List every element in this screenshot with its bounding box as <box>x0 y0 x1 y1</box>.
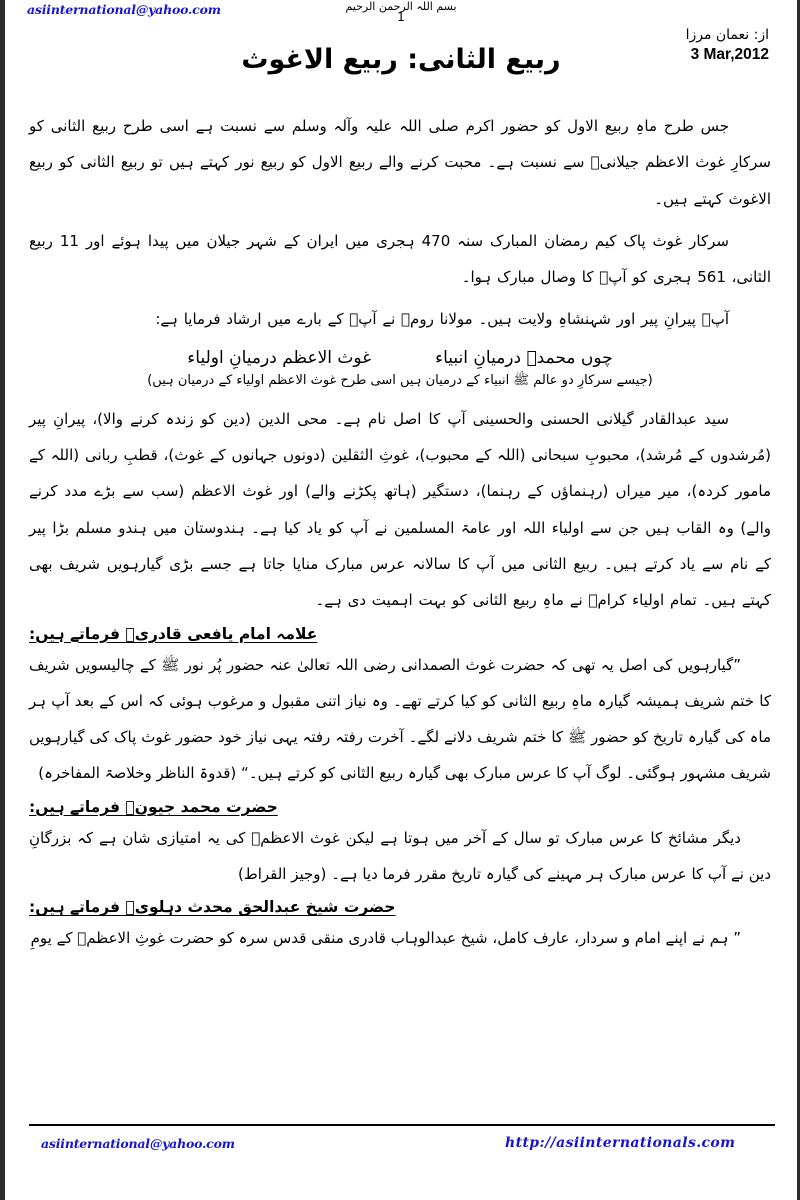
bismillah-block <box>5 1 797 24</box>
section-quote-jeevan <box>29 820 771 893</box>
section-heading-jeevan <box>29 798 771 816</box>
paragraph-intro: جس طرح ماہِ ربیع الاول کو حضور اکرم صلی اللہ علیہ وآلہ وسلم سے نسبت ہے اسی طرح ربیع الثانی کو سرکارِ غوث الاعظم جیلانیؒ سے نسبت ہے۔ محبت کرنے والے ربیع الاول کو ربیع نور کہتے ہیں تو ربیع الثانی کو ربیع الاغوث کہتے ہیں۔ <box>29 117 771 208</box>
section-heading-yafai-label: علامہ امام یافعی قادریؒ فرماتے ہیں: <box>29 624 318 643</box>
page-footer <box>5 1124 797 1164</box>
section-heading-dehlvi-label: حضرت شیخ عبدالحق محدث دہلویؒ فرماتے ہیں: <box>29 898 396 917</box>
footer-website-url[interactable]: http://asiinternationals.com <box>505 1135 736 1151</box>
section-quote-dehlvi-text: ” ہم نے اپنے امام و سردار، عارف کامل، شیخ عبدالوہاب قادری منقی قدس سرہ کو حضرت غوثِ الاعظمؒ کے یومِ <box>30 929 741 948</box>
poetry-hemistich-first: چوں محمدؐ درمیانِ انبیاء <box>435 347 613 368</box>
section-heading-yafai <box>29 625 771 643</box>
bismillah-text: بسم اللہ الرحمن الرحیم <box>345 0 457 13</box>
section-quote-jeevan-text: دیگر مشائخ کا عرس مبارک تو سال کے آخر میں ہوتا ہے لیکن غوث الاعظمؓ کی یہ امتیازی شان ہے کہ بزرگانِ دین نے آپ کا عرس مبارک ہر مہینے کی گیارہ تاریخ مقرر فرما دیا ہے۔ <box>29 828 771 884</box>
paragraph-biography-dates: سرکار غوث پاک کیم رمضان المبارک سنہ 470 ہجری میں ایران کے شہر جیلان میں پیدا ہوئے اور 11 ربیع الثانی، 561 ہجری کو آپؓ کا وصال مبارک ہوا۔ <box>29 231 771 287</box>
header-email-address[interactable]: asiinternational@yahoo.com <box>27 2 221 17</box>
paragraph-rumi-intro: آپؓ پیرانِ پیر اور شہنشاہِ ولایت ہیں۔ مولانا رومؒ نے آپؓ کے بارے میں ارشاد فرمایا ہے: <box>155 310 729 329</box>
section-quote-dehlvi <box>29 920 771 956</box>
section-heading-jeevan-label: حضرت محمد جیونؒ فرماتے ہیں: <box>29 797 278 816</box>
poetry-hemistich-second: غوث الاعظم درمیانِ اولیاء <box>187 347 372 368</box>
document-body <box>5 108 797 957</box>
poetry-couplet <box>29 348 771 368</box>
author-byline: از: نعمان مرزا <box>685 27 769 43</box>
publication-date: 3 Mar,2012 <box>690 46 769 64</box>
section-quote-yafai-text: ”گیارہویں کی اصل یہ تھی کہ حضرت غوث الصمدانی رضی اللہ تعالیٰ عنہ حضور پُر نور ﷺ کے چالیسویں شریف کا ختم شریف ہمیشہ گیارہ ماہِ ربیع الثانی کو کیا کرتے تھے۔ وہ نیاز اتنی مقبول و مرغوب ہوئی کہ اس کے بعد آپ ہر ماہ کی گیارہ تاریخ کو حضور ﷺ کا ختم شریف دلانے لگے۔ آخرت رفتہ رفتہ یہی نیاز خود حضور غوث پاک کی گیارہویں شریف مشہور ہوگئی۔ لوگ آپ کا عرس مبارک بھی گیارہ ربیع الثانی کو کرتے ہیں۔“ <box>29 655 771 783</box>
page-number: 1 <box>397 9 405 24</box>
paragraph-titles-and-epithets: سید عبدالقادر گیلانی الحسنی والحسینی آپ کا اصل نام ہے۔ محی الدین (دین کو زندہ کرنے والا)، پیرانِ پیر (مُرشدوں کے مُرشد)، محبوبِ سبحانی (اللہ کے محبوب)، غوثِ الثقلین (دونوں جہانوں کے غوث)، قطبِ ربانی (اللہ کے مامور کردہ)، میر میراں (رہنماؤں کے رہنما)، دستگیر (ہاتھ پکڑنے والے) اور غوث الاعظم (سب سے بڑے مدد کرنے والے) وہ القاب ہیں جن سے اولیاء اللہ اور عامۃ المسلمین نے آپ کو یاد کیا ہے۔ ہندوستان میں ہندو مسلم بڑا پیر کے نام سے یاد کرتے ہیں۔ ربیع الثانی میں آپ کا سالانہ عرس مبارک منایا جاتا ہے جسے بڑی گیارہویں شریف بھی کہتے ہیں۔ تمام اولیاء کرامؒ نے ماہِ ربیع الثانی کو بہت اہمیت دی ہے۔ <box>29 409 771 610</box>
footer-divider <box>29 1124 775 1126</box>
footer-email-address[interactable]: asiinternational@yahoo.com <box>41 1136 235 1151</box>
page-title: ربیع الثانی: ربیع الاغوث <box>241 44 561 75</box>
page-header <box>5 0 797 108</box>
section-heading-dehlvi <box>29 898 771 916</box>
section-quote-yafai <box>29 647 771 792</box>
section-citation-yafai: (قدوۃ الناظر وخلاصۃ المفاخرہ) <box>38 764 237 783</box>
poetry-translation-note: (جیسے سرکارِ دو عالم ﷺ انبیاء کے درمیان ہیں اسی طرح غوث الاعظم اولیاء کے درمیان ہیں) <box>147 372 653 388</box>
section-citation-jeevan: (وجیز القراط) <box>237 865 327 884</box>
